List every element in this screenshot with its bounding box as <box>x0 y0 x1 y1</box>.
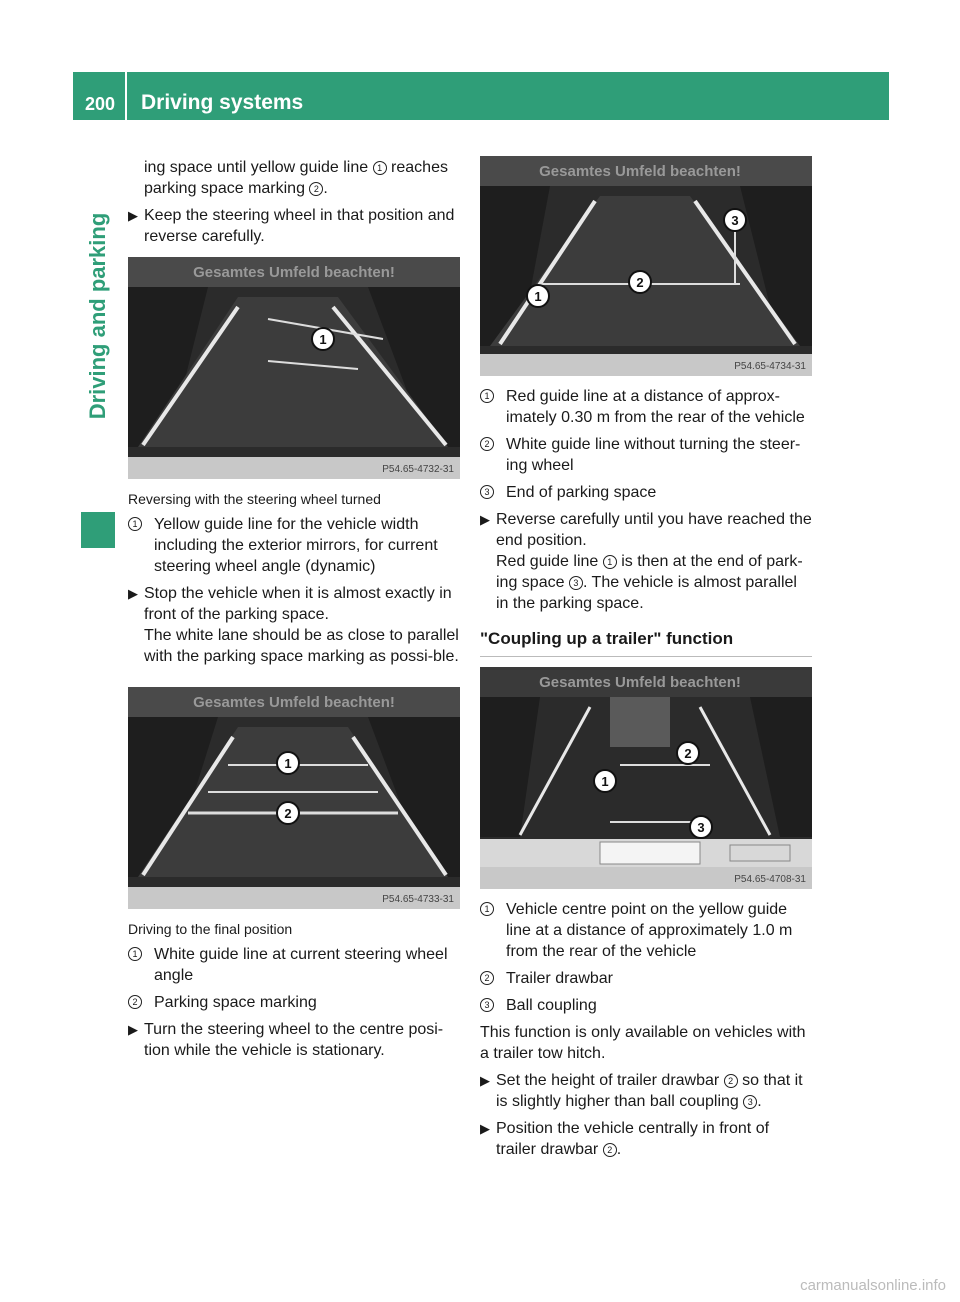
footer-watermark: carmanualsonline.info <box>800 1277 946 1294</box>
marker-3-icon: 3 <box>480 485 494 499</box>
marker-2-icon: 2 <box>128 995 142 1009</box>
marker-2-icon: 2 <box>480 437 494 451</box>
legend-item-2: 2 Trailer drawbar <box>480 968 812 989</box>
svg-text:1: 1 <box>319 332 327 347</box>
svg-text:1: 1 <box>284 756 292 771</box>
camera-figure-1 <box>128 257 460 479</box>
svg-text:1: 1 <box>601 774 609 789</box>
figure-code: P54.65-4733-31 <box>382 894 454 905</box>
legend-item-1: 1 Yellow guide line for the vehicle width including the exterior mirrors, for current steering wheel angle (dynamic) <box>128 514 460 577</box>
legend-item-2: 2 Parking space marking <box>128 992 460 1013</box>
arrow-right-icon: ▶ <box>480 1073 490 1088</box>
svg-text:3: 3 <box>697 820 705 835</box>
camera-figure-4 <box>480 667 812 889</box>
figure-code: P54.65-4708-31 <box>734 874 806 885</box>
figure-code: P54.65-4734-31 <box>734 361 806 372</box>
instruction-step: ▶ Reverse carefully until you have reached the end position. Red guide line 1 is then at the end of park-ing space 3 . The vehicle is almost parallel in the parking space. <box>480 511 812 612</box>
legend-item-3: 3 Ball coupling <box>480 995 812 1016</box>
figure-caption: Reversing with the steering wheel turned <box>128 491 381 507</box>
figure-code: P54.65-4732-31 <box>382 464 454 475</box>
legend-item-1: 1 Vehicle centre point on the yellow guide line at a distance of approximately 1.0 m from the rear of the vehicle <box>480 899 812 962</box>
page-header <box>73 72 889 120</box>
instruction-step: ▶ Keep the steering wheel in that position and reverse carefully. <box>128 207 455 245</box>
instruction-step: ▶ Set the height of trailer drawbar 2 so that it is slightly higher than ball coupling 3 . <box>480 1072 803 1110</box>
page-number: 200 <box>85 94 116 114</box>
section-heading: "Coupling up a trailer" function <box>480 628 812 657</box>
instruction-step: ▶ Turn the steering wheel to the centre posi-tion while the vehicle is stationary. <box>128 1021 444 1059</box>
svg-text:1: 1 <box>534 289 542 304</box>
legend-item-3: 3 End of parking space <box>480 482 812 503</box>
marker-2-icon: 2 <box>724 1074 738 1088</box>
legend-item-2: 2 White guide line without turning the steer-ing wheel <box>480 434 812 476</box>
figure-caption: Driving to the final position <box>128 921 293 937</box>
header-divider <box>125 72 127 120</box>
legend-item-1: 1 White guide line at current steering wheel angle <box>128 944 460 986</box>
svg-text:2: 2 <box>636 275 644 290</box>
camera-figure-2 <box>128 687 460 909</box>
camera-figure-3 <box>480 156 812 376</box>
paragraph: This function is only available on vehicles with a trailer tow hitch. <box>480 1024 806 1062</box>
marker-2-icon: 2 <box>309 182 323 196</box>
arrow-right-icon: ▶ <box>128 208 138 223</box>
arrow-right-icon: ▶ <box>480 512 490 527</box>
instruction-step: ▶ Position the vehicle centrally in front of trailer drawbar 2 . <box>480 1120 770 1158</box>
left-column <box>128 157 460 1067</box>
instruction-step: ▶ Stop the vehicle when it is almost exactly in front of the parking space. The white lane should be as close to parallel with the parking space marking as possi-ble. <box>128 585 459 665</box>
marker-1-icon: 1 <box>480 902 494 916</box>
overlay-warning: Gesamtes Umfeld beachten! <box>193 264 395 281</box>
svg-text:2: 2 <box>684 746 692 761</box>
marker-1-icon: 1 <box>128 517 142 531</box>
legend-item-1: 1 Red guide line at a distance of approx-imately 0.30 m from the rear of the vehicle <box>480 386 812 428</box>
marker-3-icon: 3 <box>480 998 494 1012</box>
side-tab-marker <box>81 512 115 548</box>
marker-2-icon: 2 <box>480 971 494 985</box>
svg-text:2: 2 <box>284 806 292 821</box>
section-title: Driving systems <box>141 91 304 114</box>
side-tab <box>81 126 115 506</box>
overlay-warning: Gesamtes Umfeld beachten! <box>193 694 395 711</box>
marker-3-icon: 3 <box>569 576 583 590</box>
arrow-right-icon: ▶ <box>128 586 138 601</box>
arrow-right-icon: ▶ <box>128 1022 138 1037</box>
marker-1-icon: 1 <box>480 389 494 403</box>
svg-text:3: 3 <box>731 213 739 228</box>
arrow-right-icon: ▶ <box>480 1121 490 1136</box>
marker-1-icon: 1 <box>128 947 142 961</box>
right-column <box>480 156 812 1166</box>
marker-1-icon: 1 <box>603 555 617 569</box>
marker-2-icon: 2 <box>603 1143 617 1157</box>
side-tab-label: Driving and parking <box>85 212 110 420</box>
paragraph: ing space until yellow guide line 1 reaches parking space marking 2 . <box>144 159 448 197</box>
overlay-warning: Gesamtes Umfeld beachten! <box>539 163 741 180</box>
marker-1-icon: 1 <box>373 161 387 175</box>
overlay-warning: Gesamtes Umfeld beachten! <box>539 674 741 691</box>
marker-3-icon: 3 <box>743 1095 757 1109</box>
